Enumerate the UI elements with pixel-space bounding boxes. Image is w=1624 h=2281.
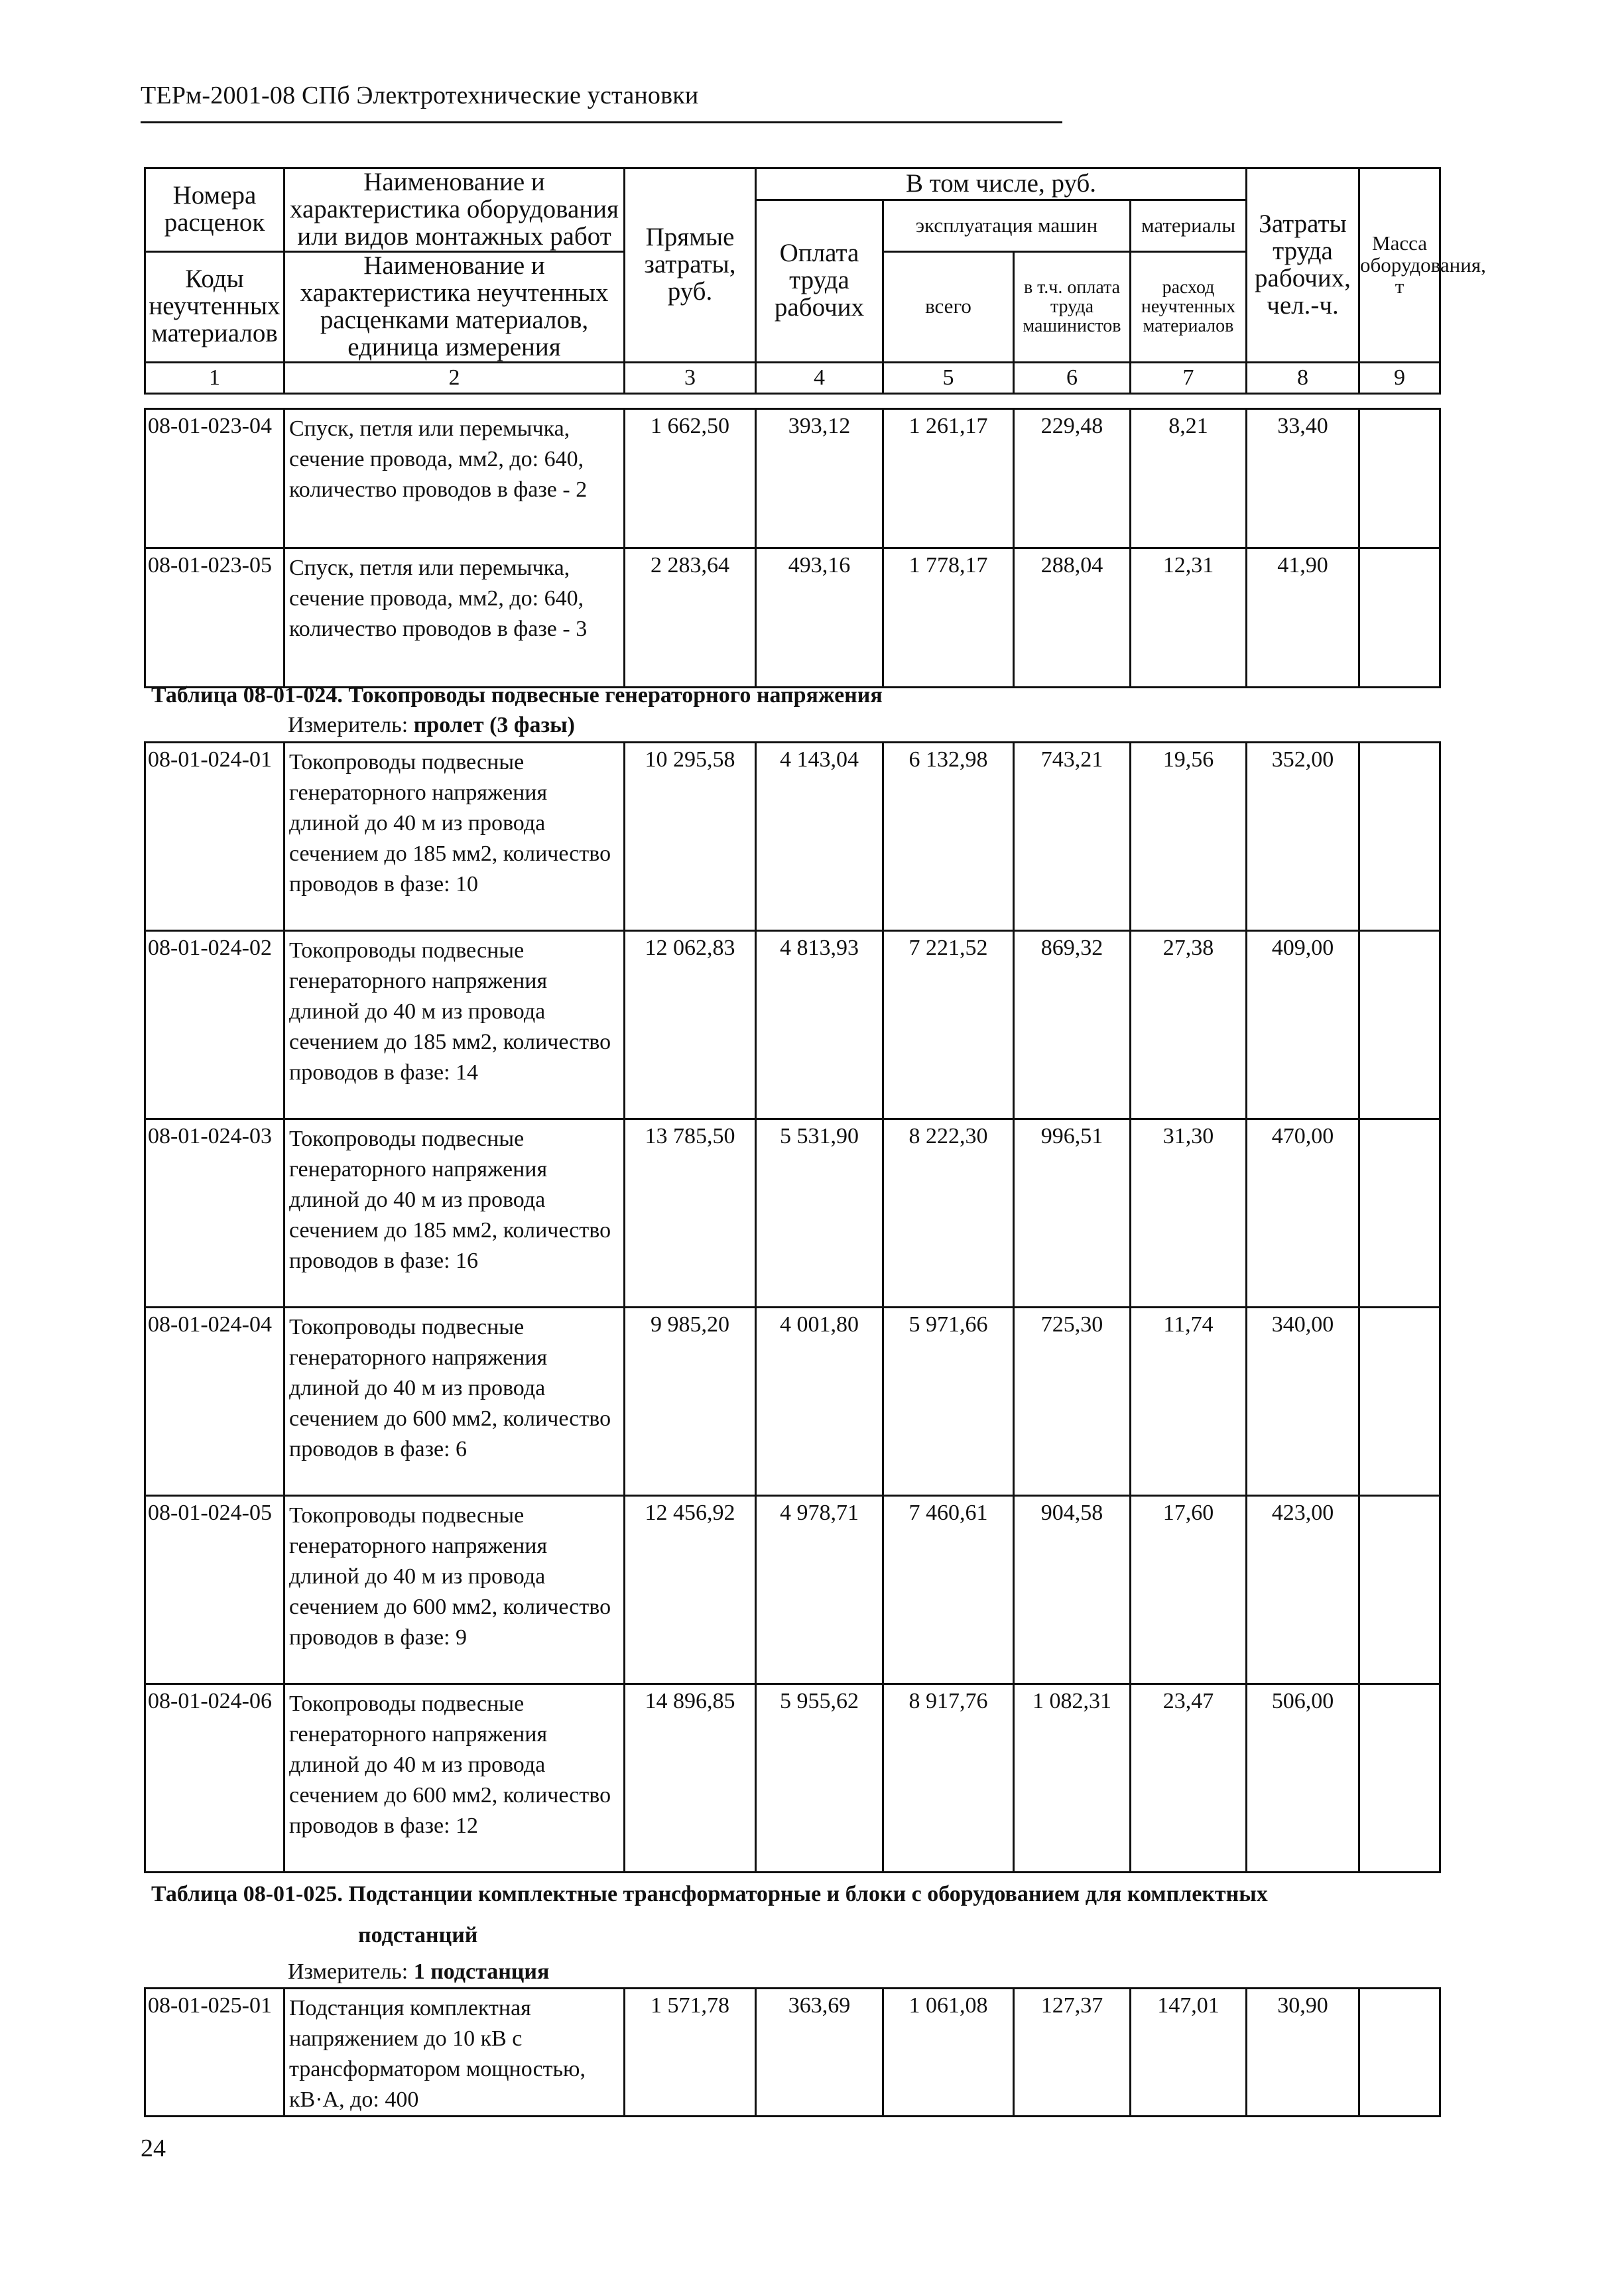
row-name: Токопроводы подвесные генераторного напряжения длиной до 40 м из провода сечением до 185 мм2, количество проводов в фазе: 14 xyxy=(284,931,625,1119)
col-number: 6 xyxy=(1014,362,1131,393)
table-024-caption: Таблица 08-01-024. Токопроводы подвесные генераторного напряжения xyxy=(151,683,883,708)
row-name: Токопроводы подвесные генераторного напряжения длиной до 40 м из провода сечением до 185 мм2, количество проводов в фазе: 16 xyxy=(284,1119,625,1308)
table-025 xyxy=(144,1987,1441,2117)
col-number: 9 xyxy=(1359,362,1440,393)
materials-cost: 11,74 xyxy=(1131,1308,1247,1496)
table-row xyxy=(145,1496,1440,1684)
equipment-mass xyxy=(1359,1119,1440,1308)
labor-hours: 340,00 xyxy=(1247,1308,1359,1496)
row-name: Подстанция комплектная напряжением до 10 кВ с трансформатором мощностью, кВ·А, до: 400 xyxy=(284,1989,625,2117)
labor-cost: 4 978,71 xyxy=(756,1496,883,1684)
machines-total: 5 971,66 xyxy=(883,1308,1014,1496)
row-code: 08-01-024-02 xyxy=(145,931,284,1119)
direct-cost: 10 295,58 xyxy=(625,743,756,931)
row-code: 08-01-025-01 xyxy=(145,1989,284,2117)
meter-value: пролет (3 фазы) xyxy=(413,713,575,737)
materials-cost: 23,47 xyxy=(1131,1684,1247,1873)
materials-cost: 147,01 xyxy=(1131,1989,1247,2117)
materials-cost: 31,30 xyxy=(1131,1119,1247,1308)
row-code: 08-01-024-01 xyxy=(145,743,284,931)
labor-cost: 4 813,93 xyxy=(756,931,883,1119)
row-name: Токопроводы подвесные генераторного напряжения длиной до 40 м из провода сечением до 185 мм2, количество проводов в фазе: 10 xyxy=(284,743,625,931)
machinists-labor: 288,04 xyxy=(1014,548,1131,688)
labor-cost: 393,12 xyxy=(756,409,883,548)
row-name: Спуск, петля или перемычка, сечение провода, мм2, до: 640, количество проводов в фазе - 3 xyxy=(284,548,625,688)
meter-label: Измеритель: xyxy=(288,713,408,737)
row-name: Токопроводы подвесные генераторного напряжения длиной до 40 м из провода сечением до 600 мм2, количество проводов в фазе: 6 xyxy=(284,1308,625,1496)
machines-total: 8 917,76 xyxy=(883,1684,1014,1873)
direct-cost: 1 662,50 xyxy=(625,409,756,548)
materials-cost: 17,60 xyxy=(1131,1496,1247,1684)
col-number: 2 xyxy=(284,362,625,393)
machines-total: 1 061,08 xyxy=(883,1989,1014,2117)
materials-cost: 12,31 xyxy=(1131,548,1247,688)
col4-header: Оплата труда рабочих xyxy=(756,200,883,363)
machinists-labor: 904,58 xyxy=(1014,1496,1131,1684)
machinists-labor: 725,30 xyxy=(1014,1308,1131,1496)
direct-cost: 1 571,78 xyxy=(625,1989,756,2117)
col1-top-header: Номера расценок xyxy=(145,168,284,252)
meter-label: Измеритель: xyxy=(288,1959,408,1984)
direct-cost: 12 062,83 xyxy=(625,931,756,1119)
row-code: 08-01-023-05 xyxy=(145,548,284,688)
table-024-meter xyxy=(288,713,575,738)
direct-cost: 2 283,64 xyxy=(625,548,756,688)
col1-bottom-header: Коды неучтенных материалов xyxy=(145,251,284,362)
labor-cost: 4 143,04 xyxy=(756,743,883,931)
row-code: 08-01-024-03 xyxy=(145,1119,284,1308)
table-025-caption-line2: подстанций xyxy=(358,1923,478,1947)
machines-total: 1 261,17 xyxy=(883,409,1014,548)
table-024 xyxy=(144,741,1441,1873)
column-header-table xyxy=(144,167,1486,395)
group-materials-header: материалы xyxy=(1131,200,1247,252)
col-number: 4 xyxy=(756,362,883,393)
row-name: Токопроводы подвесные генераторного напряжения длиной до 40 м из провода сечением до 600 мм2, количество проводов в фазе: 9 xyxy=(284,1496,625,1684)
table-row xyxy=(145,409,1440,548)
table-row xyxy=(145,1989,1440,2117)
machines-total: 6 132,98 xyxy=(883,743,1014,931)
col-number: 1 xyxy=(145,362,284,393)
machinists-labor: 1 082,31 xyxy=(1014,1684,1131,1873)
col5-header: всего xyxy=(883,251,1014,362)
row-code: 08-01-024-05 xyxy=(145,1496,284,1684)
col3-header: Прямые затраты, руб. xyxy=(625,168,756,363)
labor-hours: 41,90 xyxy=(1247,548,1359,688)
col-number: 5 xyxy=(883,362,1014,393)
equipment-mass xyxy=(1359,931,1440,1119)
labor-cost: 493,16 xyxy=(756,548,883,688)
row-code: 08-01-023-04 xyxy=(145,409,284,548)
col-number: 7 xyxy=(1131,362,1247,393)
labor-hours: 352,00 xyxy=(1247,743,1359,931)
equipment-mass xyxy=(1359,409,1440,548)
page-title: ТЕРм-2001-08 СПб Электротехнические установки xyxy=(141,82,699,109)
col-number: 3 xyxy=(625,362,756,393)
machines-total: 8 222,30 xyxy=(883,1119,1014,1308)
labor-hours: 30,90 xyxy=(1247,1989,1359,2117)
col2-top-header: Наименование и характеристика оборудования или видов монтажных работ xyxy=(284,168,625,252)
equipment-mass xyxy=(1359,743,1440,931)
table-row xyxy=(145,743,1440,931)
group-machines-header: эксплуатация машин xyxy=(883,200,1131,252)
table-row xyxy=(145,548,1440,688)
direct-cost: 13 785,50 xyxy=(625,1119,756,1308)
col-number: 8 xyxy=(1247,362,1359,393)
group-including-header: В том числе, руб. xyxy=(756,168,1247,200)
col8-header: Затраты труда рабочих, чел.-ч. xyxy=(1247,168,1359,363)
equipment-mass xyxy=(1359,1308,1440,1496)
labor-cost: 4 001,80 xyxy=(756,1308,883,1496)
col7-header: расход неучтенных материалов xyxy=(1131,251,1247,362)
row-code: 08-01-024-04 xyxy=(145,1308,284,1496)
direct-cost: 9 985,20 xyxy=(625,1308,756,1496)
machinists-labor: 229,48 xyxy=(1014,409,1131,548)
col9-header: Масса оборудования, т xyxy=(1359,168,1440,363)
equipment-mass xyxy=(1359,1684,1440,1873)
col6-header: в т.ч. оплата труда машинистов xyxy=(1014,251,1131,362)
equipment-mass xyxy=(1359,548,1440,688)
direct-cost: 12 456,92 xyxy=(625,1496,756,1684)
table-row xyxy=(145,1308,1440,1496)
row-code: 08-01-024-06 xyxy=(145,1684,284,1873)
equipment-mass xyxy=(1359,1989,1440,2117)
table-023 xyxy=(144,408,1441,688)
col2-bottom-header: Наименование и характеристика неучтенных расценками материалов, единица измерения xyxy=(284,251,625,362)
labor-cost: 5 955,62 xyxy=(756,1684,883,1873)
materials-cost: 19,56 xyxy=(1131,743,1247,931)
labor-cost: 5 531,90 xyxy=(756,1119,883,1308)
meter-value: 1 подстанция xyxy=(413,1959,550,1984)
labor-hours: 409,00 xyxy=(1247,931,1359,1119)
table-row xyxy=(145,1684,1440,1873)
labor-hours: 506,00 xyxy=(1247,1684,1359,1873)
row-name: Токопроводы подвесные генераторного напряжения длиной до 40 м из провода сечением до 600 мм2, количество проводов в фазе: 12 xyxy=(284,1684,625,1873)
labor-hours: 33,40 xyxy=(1247,409,1359,548)
machines-total: 7 460,61 xyxy=(883,1496,1014,1684)
table-025-caption-line1: Таблица 08-01-025. Подстанции комплектные трансформаторные и блоки с оборудованием для комплектных xyxy=(151,1882,1268,1906)
labor-cost: 363,69 xyxy=(756,1989,883,2117)
table-025-meter xyxy=(288,1959,549,1985)
materials-cost: 27,38 xyxy=(1131,931,1247,1119)
table-row xyxy=(145,931,1440,1119)
page-number: 24 xyxy=(141,2134,166,2162)
direct-cost: 14 896,85 xyxy=(625,1684,756,1873)
materials-cost: 8,21 xyxy=(1131,409,1247,548)
machinists-labor: 743,21 xyxy=(1014,743,1131,931)
machinists-labor: 996,51 xyxy=(1014,1119,1131,1308)
title-rule xyxy=(141,121,1062,123)
table-row xyxy=(145,1119,1440,1308)
machinists-labor: 127,37 xyxy=(1014,1989,1131,2117)
equipment-mass xyxy=(1359,1496,1440,1684)
labor-hours: 470,00 xyxy=(1247,1119,1359,1308)
machines-total: 7 221,52 xyxy=(883,931,1014,1119)
row-name: Спуск, петля или перемычка, сечение провода, мм2, до: 640, количество проводов в фазе - 2 xyxy=(284,409,625,548)
machinists-labor: 869,32 xyxy=(1014,931,1131,1119)
labor-hours: 423,00 xyxy=(1247,1496,1359,1684)
machines-total: 1 778,17 xyxy=(883,548,1014,688)
